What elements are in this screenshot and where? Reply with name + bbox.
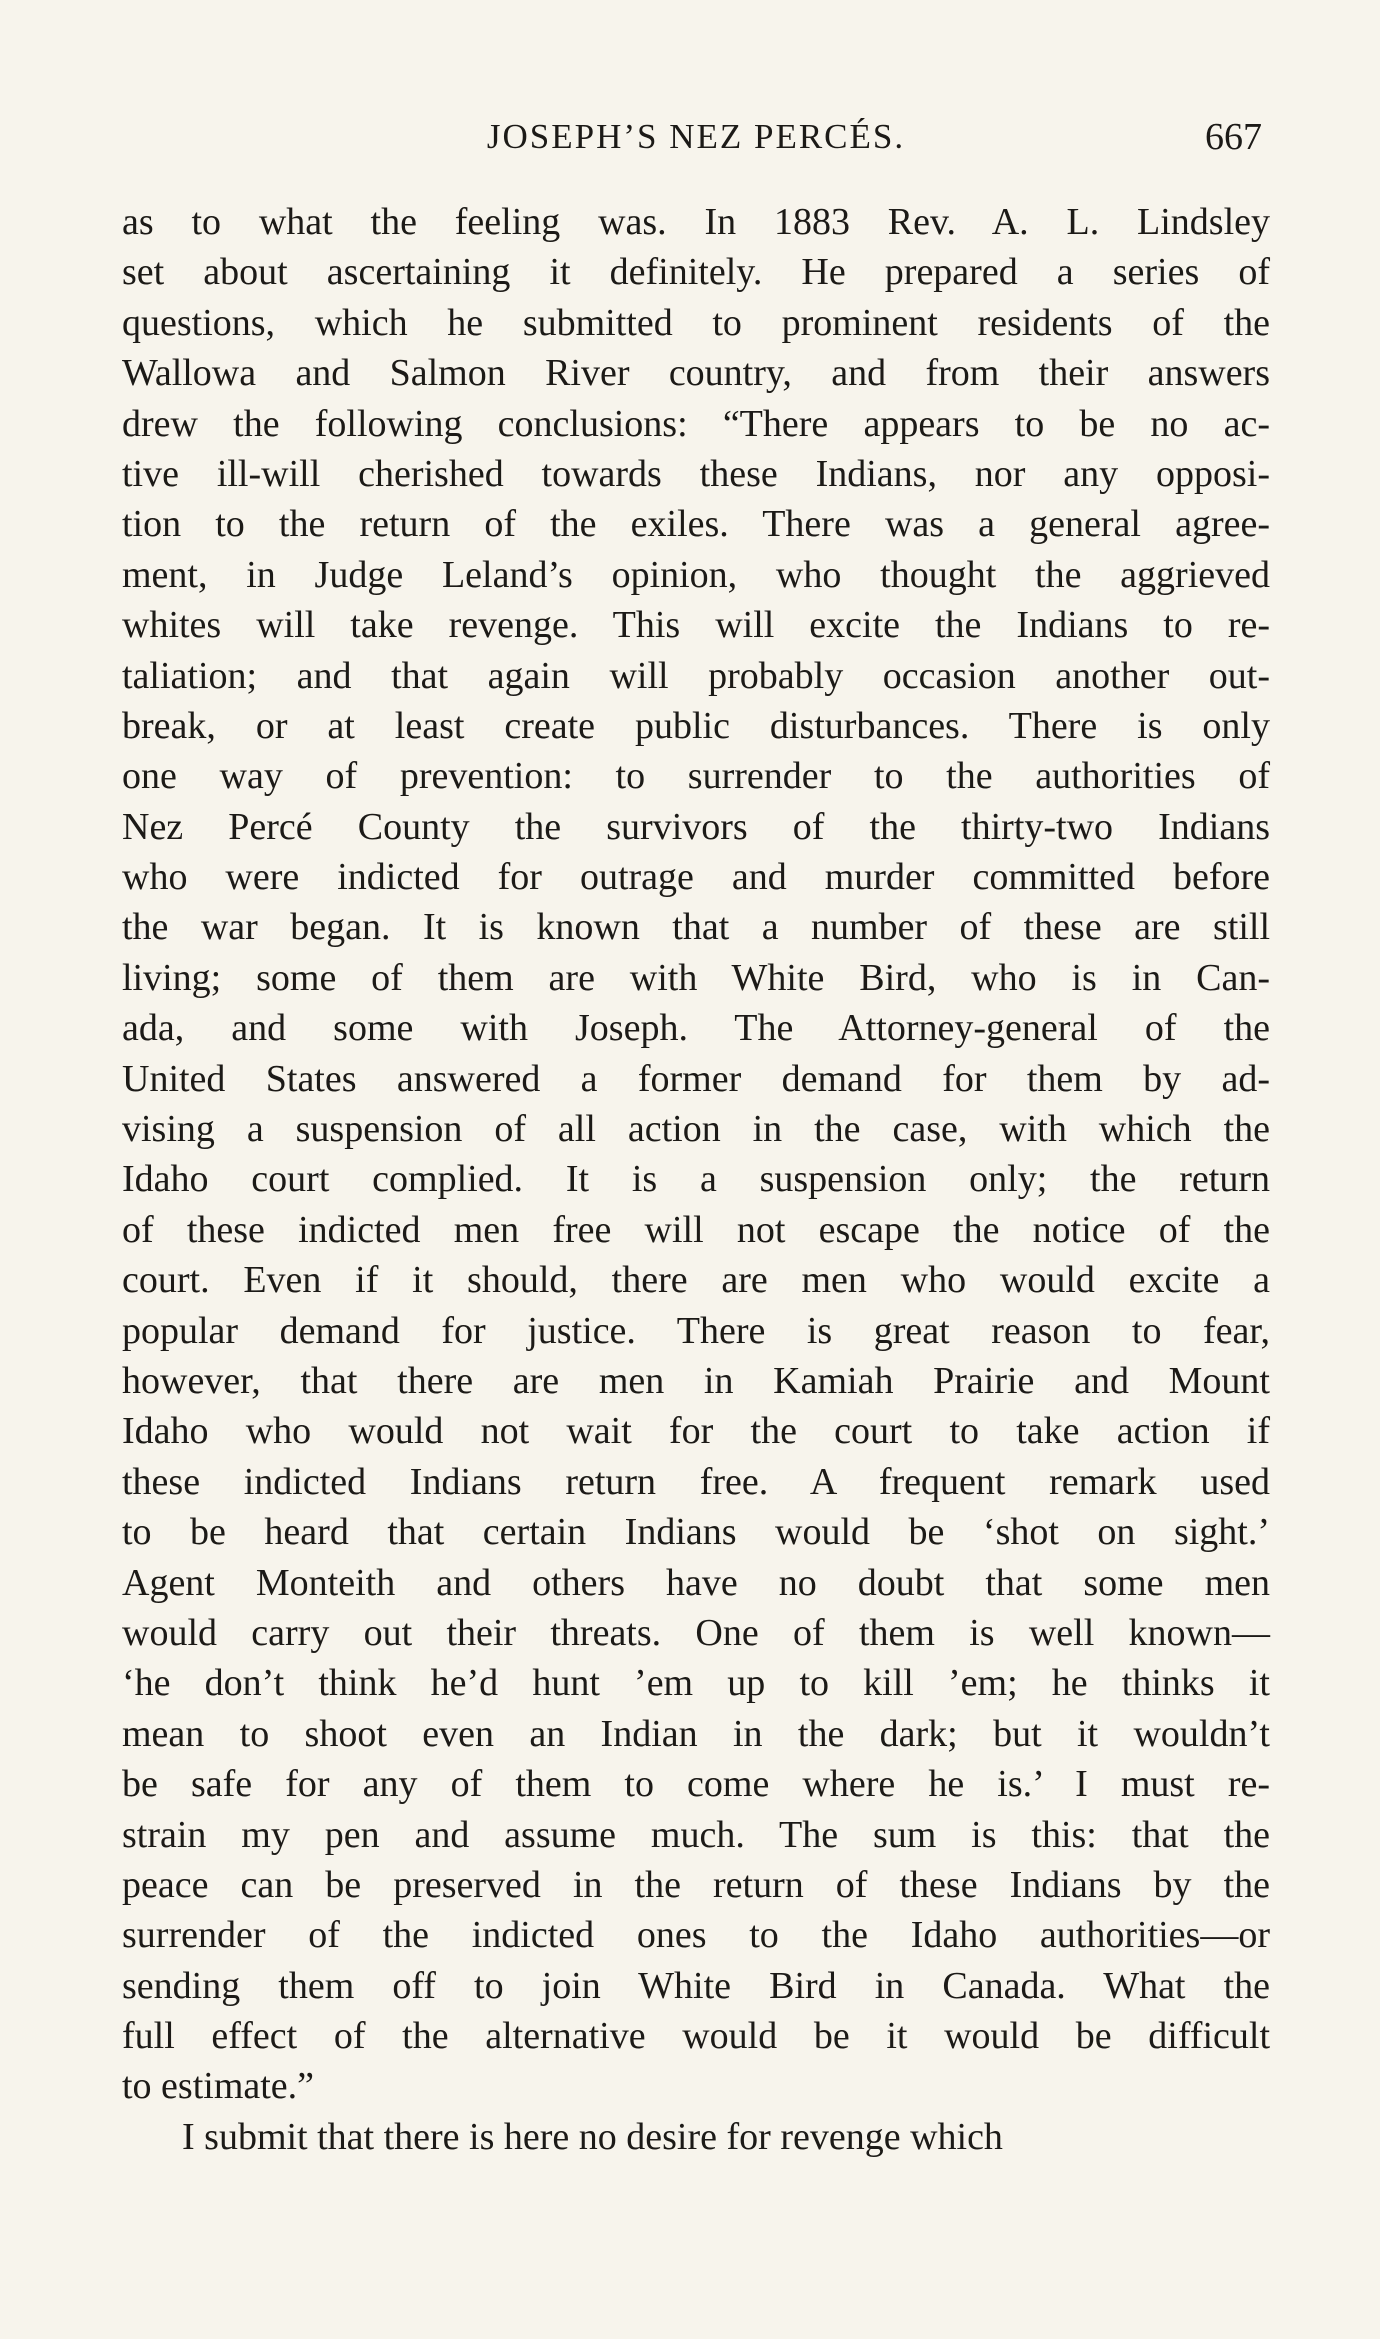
text-line: the war began. It is known that a number of these are still (122, 906, 1270, 949)
text-line: whites will take revenge. This will excite the Indians to re- (122, 604, 1270, 647)
text-line: to be heard that certain Indians would be ‘shot on sight.’ (122, 1511, 1270, 1554)
text-line: full effect of the alternative would be it would be difficult (122, 2015, 1270, 2058)
text-line: to estimate.” (122, 2065, 315, 2108)
text-line: questions, which he submitted to prominent residents of the (122, 301, 1270, 344)
text-line: would carry out their threats. One of them is well known— (122, 1611, 1270, 1654)
text-line: ‘he don’t think he’d hunt ’em up to kill ’em; he thinks it (122, 1662, 1270, 1705)
text-line: living; some of them are with White Bird, who is in Can- (122, 956, 1270, 999)
running-head (122, 112, 1270, 162)
text-line: Wallowa and Salmon River country, and from their answers (122, 352, 1270, 395)
text-line: one way of prevention: to surrender to the authorities of (122, 755, 1270, 798)
text-line: as to what the feeling was. In 1883 Rev. A. L. Lindsley (122, 201, 1270, 243)
body-text (122, 197, 1270, 2162)
page-number: 667 (1205, 116, 1262, 158)
text-line: vising a suspension of all action in the case, with which the (122, 1108, 1270, 1151)
text-line: however, that there are men in Kamiah Prairie and Mount (122, 1359, 1270, 1402)
text-line: Agent Monteith and others have no doubt that some men (122, 1561, 1270, 1604)
text-line: strain my pen and assume much. The sum is this: that the (122, 1813, 1270, 1856)
text-line: break, or at least create public disturbances. There is only (122, 704, 1270, 747)
text-line: ment, in Judge Leland’s opinion, who thought the aggrieved (122, 553, 1270, 596)
text-line: of these indicted men free will not escape the notice of the (122, 1208, 1270, 1251)
text-line: tion to the return of the exiles. There was a general agree- (122, 503, 1270, 546)
text-line: set about ascertaining it definitely. He prepared a series of (122, 251, 1270, 294)
text-line: popular demand for justice. There is great reason to fear, (122, 1309, 1270, 1352)
text-line: mean to shoot even an Indian in the dark; but it wouldn’t (122, 1712, 1270, 1755)
text-line: be safe for any of them to come where he is.’ I must re- (122, 1763, 1270, 1806)
text-line: these indicted Indians return free. A frequent remark used (122, 1460, 1270, 1503)
text-line: United States answered a former demand for them by ad- (122, 1057, 1270, 1100)
text-line-paragraph-start: I submit that there is here no desire for revenge which (182, 2115, 1003, 2158)
text-line: peace can be preserved in the return of these Indians by the (122, 1863, 1270, 1906)
text-line: ada, and some with Joseph. The Attorney-general of the (122, 1007, 1270, 1050)
text-line: Idaho who would not wait for the court to take action if (122, 1410, 1270, 1453)
running-title: JOSEPH’S NEZ PERCÉS. (486, 117, 906, 156)
text-line: tive ill-will cherished towards these Indians, nor any opposi- (122, 452, 1270, 495)
text-line: who were indicted for outrage and murder committed before (122, 856, 1270, 899)
text-line: court. Even if it should, there are men who would excite a (122, 1259, 1270, 1302)
text-line: drew the following conclusions: “There appears to be no ac- (122, 402, 1270, 445)
text-line: taliation; and that again will probably occasion another out- (122, 654, 1270, 697)
text-line: surrender of the indicted ones to the Idaho authorities—or (122, 1914, 1270, 1957)
text-line: Nez Percé County the survivors of the thirty-two Indians (122, 805, 1270, 848)
text-line: sending them off to join White Bird in Canada. What the (122, 1964, 1270, 2007)
text-line: Idaho court complied. It is a suspension only; the return (122, 1158, 1270, 1201)
